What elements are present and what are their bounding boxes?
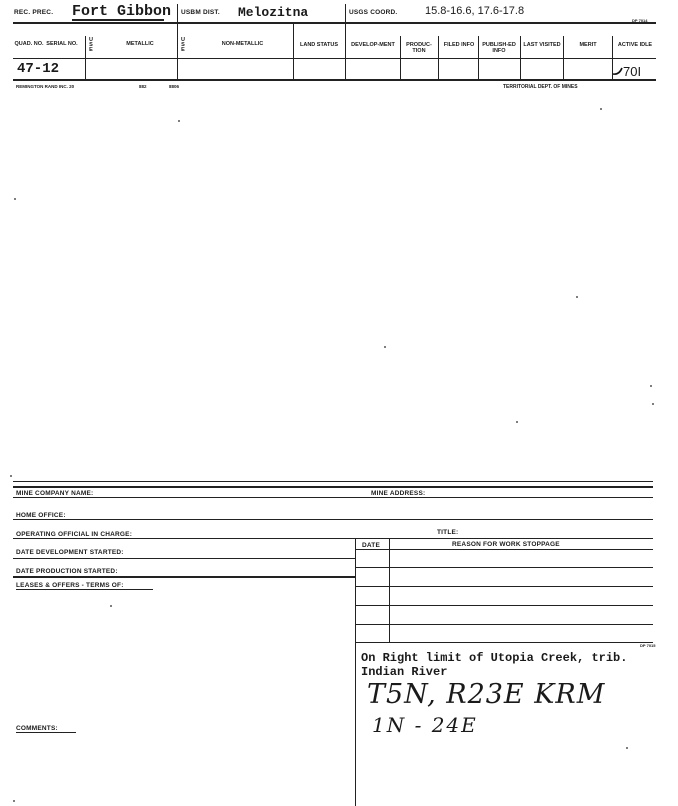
- col-filed-info: FILED INFO: [443, 42, 475, 48]
- rec-prec-label: REC. PREC.: [14, 9, 54, 16]
- speck: [600, 108, 602, 110]
- col-serial: SERIAL NO.: [46, 41, 78, 47]
- active-idle-value: 70I: [623, 64, 642, 79]
- stoppage-row-line: [355, 586, 653, 587]
- col-divider: [438, 36, 439, 79]
- speck: [178, 120, 180, 122]
- usgs-coord-label: USGS COORD.: [349, 9, 398, 16]
- col-metallic: METALLIC: [126, 41, 154, 47]
- stoppage-row-line: [355, 567, 653, 568]
- operating-official-label: OPERATING OFFICIAL IN CHARGE:: [16, 531, 133, 538]
- reason-stoppage-header: REASON FOR WORK STOPPAGE: [452, 541, 560, 548]
- handwritten-range: 1N - 24E: [372, 713, 478, 737]
- speck: [10, 475, 12, 477]
- form-number-2: DP 7015: [640, 643, 656, 648]
- speck: [13, 800, 15, 802]
- col-divider: [520, 36, 521, 79]
- rec-prec-value: Fort Gibbon: [72, 3, 172, 20]
- col-production: PRODUC-TION: [406, 42, 432, 54]
- lower-rule-top-thick: [13, 486, 653, 488]
- col-active-idle: ACTIVE IDLE: [617, 42, 653, 48]
- territorial-dept: TERRITORIAL DEPT. OF MINES: [503, 84, 578, 90]
- speck: [110, 605, 112, 607]
- col-development: DEVELOP-MENT: [351, 42, 395, 48]
- stoppage-date-divider: [389, 538, 390, 642]
- comments-underline: [16, 732, 76, 733]
- speck: [384, 346, 386, 348]
- mine-address-label: MINE ADDRESS:: [371, 490, 426, 497]
- leases-underline: [16, 589, 153, 590]
- col-divider: [293, 22, 294, 79]
- usgs-dist-value: Melozitna: [238, 5, 309, 20]
- col-divider: [345, 4, 346, 79]
- form-number: DP 7014: [632, 18, 648, 23]
- col-last-visited: LAST VISITED: [523, 42, 561, 48]
- speck: [626, 747, 628, 749]
- stoppage-row-line: [355, 605, 653, 606]
- date-header: DATE: [362, 542, 381, 549]
- usgs-dist-label: USBM DIST.: [181, 9, 220, 16]
- col-divider: [177, 4, 178, 79]
- col-merit: MERIT: [579, 42, 597, 48]
- rule-official: [13, 538, 653, 539]
- stoppage-row-line: [355, 549, 653, 550]
- typed-note-line-1: On Right limit of Utopia Creek, trib.: [361, 651, 628, 665]
- typed-note-line-2: Indian River: [361, 665, 448, 679]
- header-rule-mid: [13, 58, 656, 59]
- date-development-started-label: DATE DEVELOPMENT STARTED:: [16, 549, 124, 556]
- col-use-2: U S E: [181, 37, 185, 53]
- speck: [576, 296, 578, 298]
- comments-label: COMMENTS:: [16, 725, 58, 732]
- speck: [650, 385, 652, 387]
- title-label: TITLE:: [437, 529, 459, 536]
- col-divider: [478, 36, 479, 79]
- speck: [516, 421, 518, 423]
- rule-dev-started: [13, 558, 355, 559]
- printer-label: REMINGTON RAND INC. 20: [16, 84, 75, 89]
- stoppage-row-line: [355, 642, 653, 643]
- stoppage-left-border: [355, 538, 356, 642]
- speck: [652, 403, 654, 405]
- handwritten-township: T5N, R23E KRM: [367, 679, 606, 710]
- col-published-info: PUBLISH-ED INFO: [482, 42, 516, 54]
- mine-company-name-label: MINE COMPANY NAME:: [16, 490, 94, 497]
- speck: [14, 198, 16, 200]
- col-divider: [85, 36, 86, 79]
- col-divider: [563, 36, 564, 79]
- quad-serial-value: 47-12: [17, 61, 60, 77]
- rule-home-office: [13, 519, 653, 520]
- date-production-started-label: DATE PRODUCTION STARTED:: [16, 568, 118, 575]
- printer-code-2: 8806: [169, 84, 180, 89]
- lower-rule-top: [13, 481, 653, 482]
- usgs-coord-value: 15.8-16.6, 17.6-17.8: [425, 5, 525, 17]
- curve-mark-icon: [610, 63, 626, 77]
- printer-code-1: 882: [139, 84, 147, 89]
- col-use-1: U S E: [89, 37, 93, 53]
- rule-prod-started: [13, 576, 355, 578]
- stoppage-row-line: [355, 624, 653, 625]
- col-non-metallic: NON-METALLIC: [221, 41, 264, 47]
- header-rule-bottom: [13, 79, 656, 81]
- leases-offers-label: LEASES & OFFERS - TERMS OF:: [16, 582, 124, 589]
- rule-company: [13, 497, 653, 498]
- col-quad: QUAD. NO.: [14, 41, 44, 47]
- col-land-status: LAND STATUS: [300, 42, 338, 48]
- header-rule-top: [13, 22, 656, 24]
- home-office-label: HOME OFFICE:: [16, 512, 66, 519]
- rec-prec-underline: [72, 19, 164, 21]
- comments-divider: [355, 642, 356, 806]
